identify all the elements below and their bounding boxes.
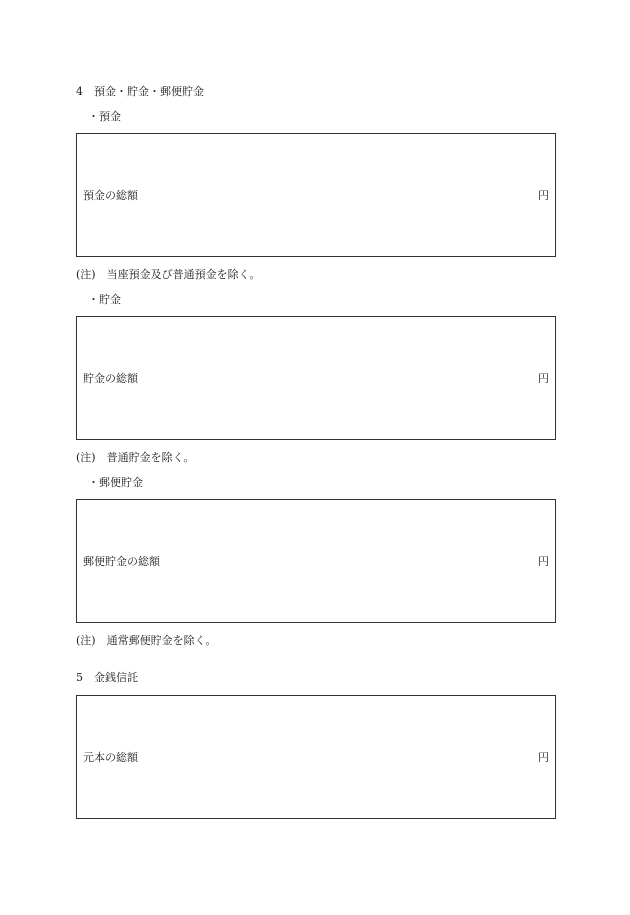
trust-principal-box[interactable] xyxy=(76,695,556,819)
trust-principal-unit: 円 xyxy=(538,751,549,764)
section-4-heading: 4 預金・貯金・郵便貯金 xyxy=(76,85,204,98)
deposit-total-label: 預金の総額 xyxy=(83,189,138,202)
postal-savings-subheading: ・郵便貯金 xyxy=(88,476,143,489)
deposit-subheading: ・預金 xyxy=(88,110,121,123)
deposit-total-box[interactable] xyxy=(76,133,556,257)
deposit-note: (注) 当座預金及び普通預金を除く。 xyxy=(76,268,261,281)
postal-savings-total-unit: 円 xyxy=(538,555,549,568)
postal-savings-total-box[interactable] xyxy=(76,499,556,623)
trust-principal-label: 元本の総額 xyxy=(83,751,138,764)
savings-total-label: 貯金の総額 xyxy=(83,372,138,385)
savings-note: (注) 普通貯金を除く。 xyxy=(76,451,195,464)
savings-total-unit: 円 xyxy=(538,372,549,385)
deposit-total-unit: 円 xyxy=(538,189,549,202)
savings-subheading: ・貯金 xyxy=(88,293,121,306)
postal-savings-note: (注) 通常郵便貯金を除く。 xyxy=(76,634,217,647)
postal-savings-total-label: 郵便貯金の総額 xyxy=(83,555,160,568)
section-5-heading: 5 金銭信託 xyxy=(76,671,138,684)
savings-total-box[interactable] xyxy=(76,316,556,440)
